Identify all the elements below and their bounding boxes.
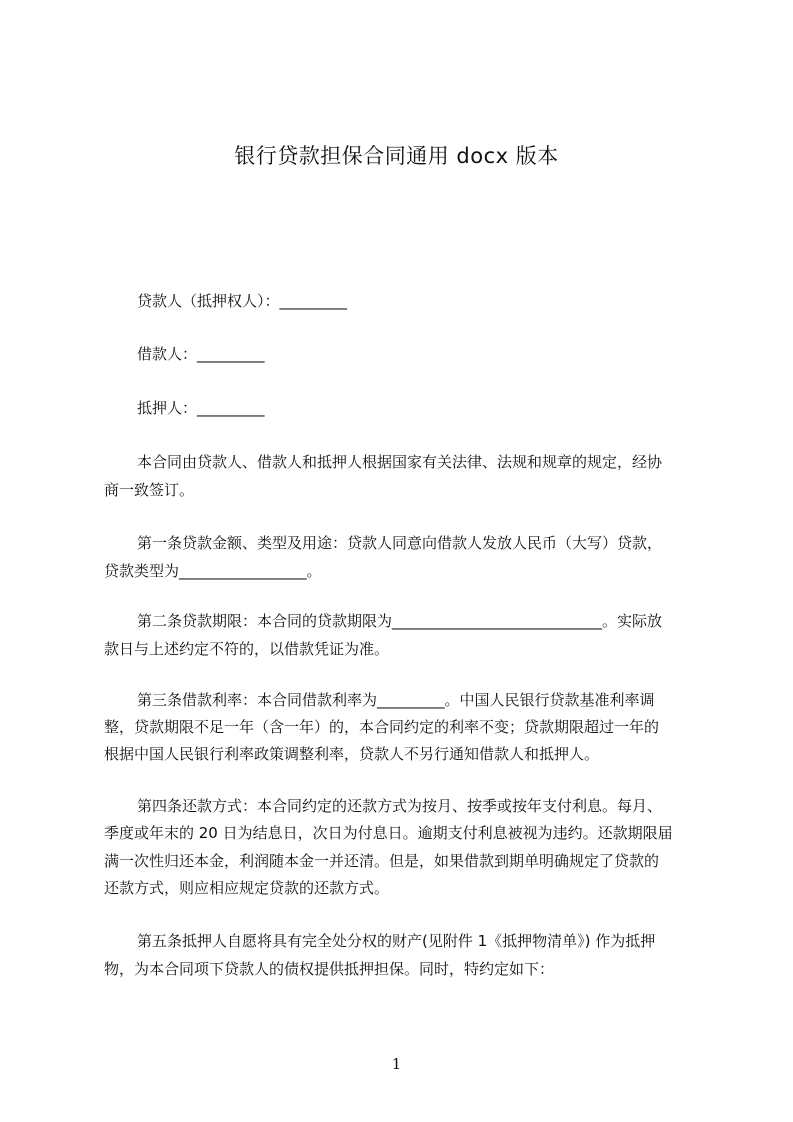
article2-line-2: 款日与上述约定不符的，以借款凭证为准。 (104, 640, 390, 658)
article3-line-3: 根据中国人民银行利率政策调整利率，贷款人不另行通知借款人和抵押人。 (104, 745, 600, 763)
article4-line-2: 季度或年末的 20 日为结息日，次日为付息日。逾期支付利息被视为违约。还款期限届 (104, 824, 673, 842)
article4-line-4: 还款方式，则应相应规定贷款的还款方式。 (104, 879, 390, 897)
document-title: 银行贷款担保合同通用 docx 版本 (234, 144, 559, 168)
article4-line-1: 第四条还款方式：本合同约定的还款方式为按月、按季或按年支付利息。每月、 (137, 797, 663, 815)
article3-line-2: 整，贷款期限不足一年（含一年）的，本合同约定的利率不变；贷款期限超过一年的 (104, 718, 660, 736)
article5-line-1: 第五条抵押人自愿将具有完全处分权的财产(见附件 1《抵押物清单》) 作为抵押 (137, 932, 656, 950)
article3-line-1: 第三条借款利率：本合同借款利率为_________。中国人民银行贷款基准利率调 (137, 691, 655, 709)
article2-line-1: 第二条贷款期限：本合同的贷款期限为____________________________。实际放 (137, 612, 663, 630)
article4-line-3: 满一次性归还本金，利润随本金一并还清。但是，如果借款到期单明确规定了贷款的 (104, 852, 660, 870)
intro-line-2: 商一致签订。 (104, 481, 195, 499)
article1-line-2: 贷款类型为_________________。 (104, 562, 322, 580)
article5-line-2: 物，为本合同项下贷款人的债权提供抵押担保。同时，特约定如下： (104, 960, 555, 978)
intro-line-1: 本合同由贷款人、借款人和抵押人根据国家有关法律、法规和规章的规定，经协 (137, 453, 663, 471)
mortgagor-line: 抵押人：_________ (137, 399, 265, 417)
lender-line: 贷款人（抵押权人）：_________ (137, 292, 348, 310)
page-number: 1 (391, 1055, 402, 1073)
borrower-line: 借款人：_________ (137, 345, 265, 363)
article1-line-1: 第一条贷款金额、类型及用途：贷款人同意向借款人发放人民币（大写）贷款， (137, 534, 663, 552)
